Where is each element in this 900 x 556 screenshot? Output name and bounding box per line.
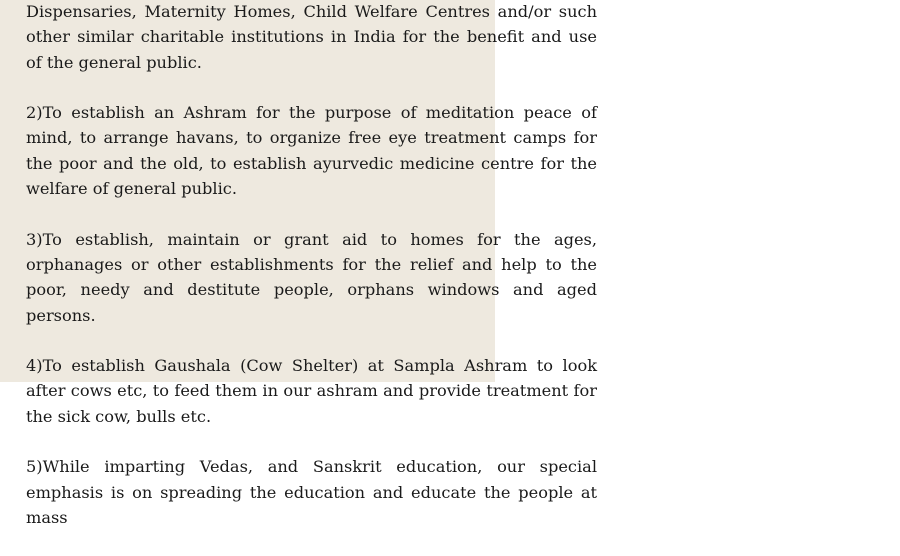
paragraph-item-2 <box>26 100 597 201</box>
document-body <box>26 0 597 556</box>
paragraph-number: 4) <box>26 356 43 376</box>
paragraph-number: 5) <box>26 457 43 477</box>
paragraph-text: To establish Gaushala (Cow Shelter) at Sampla Ashram to look after cows etc, to feed them in our ashram and provide treatment for the sick cow, bulls etc. <box>26 356 597 426</box>
paragraph-text: Dispensaries, Maternity Homes, Child Welfare Centres and/or such other similar charitable institutions in India for the benefit and use of the general public. <box>26 2 597 72</box>
paragraph-number: 3) <box>26 229 43 249</box>
paragraph-item-4 <box>26 353 597 429</box>
paragraph-item-3 <box>26 227 597 328</box>
paragraph-text: While imparting Vedas, and Sanskrit education, our special emphasis is on spreading the education and educate the people at mass <box>26 457 597 527</box>
paragraph-item-5 <box>26 454 597 530</box>
paragraph-continuation <box>26 0 597 75</box>
paragraph-text: To establish, maintain or grant aid to homes for the ages, orphanages or other establishments for the relief and help to the poor, needy and destitute people, orphans windows and aged persons. <box>26 229 597 325</box>
paragraph-text: To establish an Ashram for the purpose of meditation peace of mind, to arrange havans, to organize free eye treatment camps for the poor and the old, to establish ayurvedic medicine centre for the welfare of general public. <box>26 103 597 199</box>
paragraph-number: 2) <box>26 103 43 123</box>
